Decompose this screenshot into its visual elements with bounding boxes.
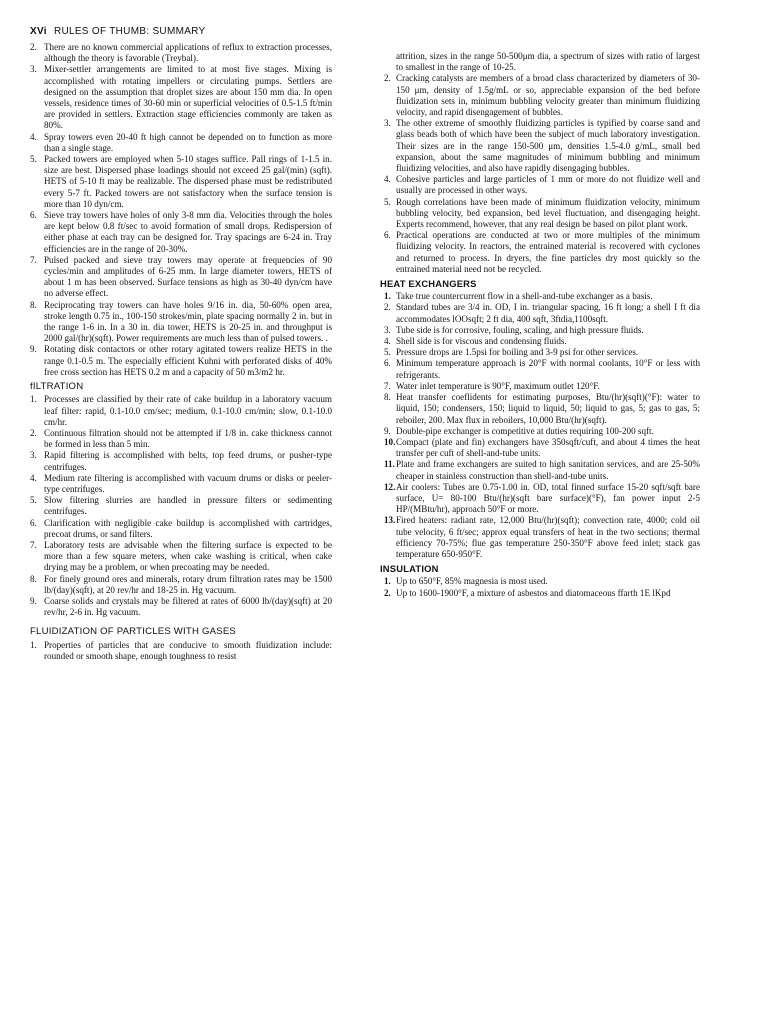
item-number: 7. <box>30 539 37 550</box>
fluidization-list-continued <box>380 73 700 275</box>
item-text: Pressure drops are 1.5psi for boiling and 3-9 psi for other services. <box>396 347 639 358</box>
list-item <box>380 347 700 358</box>
list-item <box>30 300 332 345</box>
item-number: 3. <box>384 324 391 335</box>
item-text: Reciprocating tray towers can have holes 9/16 in. dia, 50-60% open area, stroke length 0.75 in., 100-150 strokes/min, plate spacing normally 2 in. but in the range 1-6 in. In a 30 in. dia tower, HETS is 20-25 in. and throughput is 2000 gal/(hr)(sqft). Power requirements are much less than of pulsed towers. . <box>44 299 332 344</box>
heat-exchangers-list <box>380 291 700 560</box>
section-number: XVi <box>30 26 47 37</box>
list-item <box>30 210 332 255</box>
list-item <box>30 495 332 517</box>
item-number: 10. <box>384 436 396 447</box>
list-item <box>380 515 700 560</box>
item-number: 4. <box>384 174 391 185</box>
item-number: 2. <box>384 302 391 313</box>
left-column <box>30 42 332 662</box>
list-item <box>380 174 700 196</box>
item-number: 5. <box>30 154 37 165</box>
item-number: 5. <box>384 347 391 358</box>
item-number: 6. <box>30 517 37 528</box>
item-number: 9. <box>30 595 37 606</box>
item-number: 1. <box>30 639 37 650</box>
item-text: Continuous filtration should not be attempted if 1/8 in. cake thickness cannot be formed in less than 5 min. <box>44 427 332 450</box>
item-number: 2. <box>384 73 391 84</box>
item-text: Compact (plate and fin) exchangers have 350sqft/cuft, and about 4 times the heat transfer per cuft of shell-and-tube units. <box>396 436 700 459</box>
item-number: 7. <box>30 254 37 265</box>
item-number: 12. <box>384 481 396 492</box>
item-number: 1. <box>384 576 391 587</box>
item-text: Plate and frame exchangers are suited to high sanitation services, and are 25-50% cheaper in stainless construction than shell-and-tube units. <box>396 459 700 481</box>
item-number: 5. <box>30 495 37 506</box>
list-item <box>380 381 700 392</box>
item-number: 6. <box>384 230 391 241</box>
list-item <box>380 118 700 174</box>
item-text: Properties of particles that are conducive to smooth fluidization include: rounded or smooth shape, enough toughness to resist <box>44 639 332 661</box>
list-item <box>30 473 332 495</box>
list-item <box>30 540 332 574</box>
item-text: Clarification with negligible cake buildup is accomplished with cartridges, precoat drums, or sand filters. <box>44 517 332 539</box>
item-number: 6. <box>30 210 37 221</box>
list-item <box>30 428 332 450</box>
filtration-list <box>30 394 332 618</box>
item-number: 2. <box>384 587 391 598</box>
item-text: Cohesive particles and large particles of 1 mm or more do not fluidize well and usually are processed in other ways. <box>396 174 700 196</box>
item-number: 7. <box>384 380 391 391</box>
item-text: Minimum temperature approach is 20°F with normal coolants, 10°F or less with refrigerants. <box>396 358 700 380</box>
item-text: Heat transfer coeflidents for estimating purposes, Btu/(hr)(sqft)(°F): water to liquid, 150; condensers, 150; liquid to liquid, 50; liquid to gas, 5; gas to gas, 5; reboiler, 200. Max flux in reboilers, 10,000 Btu/(hr)(sqft). <box>396 392 700 425</box>
list-item <box>380 197 700 231</box>
item-number: 5. <box>384 196 391 207</box>
item-number: 9. <box>384 425 391 436</box>
list-item <box>30 450 332 472</box>
item-text: Rough correlations have been made of minimum fluidization velocity, minimum bubbling velocity, bed expansion, bed level fluctuation, and disengaging height. Experts recommend, however, that any real design be based on pilot plant work. <box>396 196 700 230</box>
list-item <box>380 459 700 481</box>
item-number: 3. <box>384 118 391 129</box>
item-text: Tube side is for corrosive, fouling, scaling, and high pressure fluids. <box>396 324 644 335</box>
list-item <box>380 358 700 380</box>
item-text: Standard tubes are 3/4 in. OD, I in. triangular spacing, 16 ft long; a shell I ft dia accommodates lOOsqft; 2 ft dia, 400 sqft, 3ftdia,1100sqft. <box>396 302 700 324</box>
list-item <box>30 132 332 154</box>
list-item <box>380 230 700 275</box>
item-number: 8. <box>30 299 37 310</box>
item-text: Rapid filtering is accomplished with belts, top feed drums, or pusher-type centrifuges. <box>44 450 332 472</box>
item-text: Slow filtering slurries are handled in pressure filters or sedimenting centrifuges. <box>44 495 332 517</box>
item-number: 9. <box>30 344 37 355</box>
list-item <box>380 588 700 599</box>
page-header <box>30 26 206 37</box>
item-text: Laboratory tests are advisable when the filtering surface is expected to be more than a few square meters, when cake washing is critical, when cake drying may be a problem, or when precoating may be needed. <box>44 539 332 573</box>
item-text: Air coolers: Tubes are 0.75-1.00 in. OD, total finned surface 15-20 sqft/sqft bare surface, U= 80-100 Btu/(hr)(sqft bare surface)(°F), fan power input 2-5 HP/(MBtu/hr), approach 50°F or more. <box>396 481 700 515</box>
item-text: Practical operations are conducted at two or more multiples of the minimum fluidizing velocity. In reactors, the entrained material is recovered with cyclones and returned to process. In dryers, the fine particles dry most quickly so the entrained material need not be recycled. <box>396 230 700 274</box>
item-number: 1. <box>384 291 391 302</box>
item-text: Pulsed packed and sieve tray towers may operate at frequencies of 90 cycles/min and amplitudes of 6-25 mm. In large diameter towers, HETS of about 1 m has been observed. Surface tensions as high as 30-40 dyn/cm have no adverse effect. <box>44 254 332 299</box>
item-text: Medium rate filtering is accomplished with vacuum drums or disks or peeler-type centrifuges. <box>44 472 332 494</box>
list-item <box>30 344 332 378</box>
list-item <box>30 64 332 131</box>
item-text: Up to 1600-1900°F, a mixture of asbestos and diatomaceous ffarth 1E lKpd <box>396 587 671 598</box>
list-item <box>30 42 332 64</box>
item-text: Take true countercurrent flow in a shell-and-tube exchanger as a basis. <box>396 291 653 302</box>
extraction-list <box>30 42 332 378</box>
list-item <box>30 394 332 428</box>
item-number: 13. <box>384 515 396 526</box>
item-number: 8. <box>384 392 391 403</box>
item-number: 3. <box>30 64 37 75</box>
item-text: Mixer-settler arrangements are limited to at most five stages. Mixing is accomplished with rotating impellers or circulating pumps. Settlers are designed on the assumption that droplet sizes are about 150 mm dia. In open vessels, residence times of 30-60 min or superficial velocities of 0.5-1.5 ft/min are provided in settlers. Extraction stage efficiencies commonly are taken as 80%. <box>44 64 332 131</box>
list-item <box>380 291 700 302</box>
list-item <box>380 336 700 347</box>
list-item <box>380 392 700 426</box>
item-number: 1. <box>30 394 37 405</box>
item-number: 8. <box>30 573 37 584</box>
item-number: 2. <box>30 42 37 52</box>
heat-exchangers-heading: HEAT EXCHANGERS <box>380 278 477 290</box>
item-number: 4. <box>30 131 37 142</box>
list-item <box>30 640 332 662</box>
list-item <box>380 482 700 516</box>
item-number: 2. <box>30 427 37 438</box>
item-text: Fired heaters: radiant rate, 12,000 Btu/(hr)(sqft); convection rate, 4000; cold oil tube velocity, 6 ft/sec; approx equal transfers of heat in the two sections; thermal efficiency 70-75%; flue gas temperature 250-350°F above feed inlet; stack gas temperature 650-950°F. <box>396 515 700 559</box>
fluidization-continuation: attrition, sizes in the range 50-500μm dia, a spectrum of sizes with ratio of largest to smallest in the range of 10-25. <box>396 51 700 73</box>
right-column <box>380 51 700 599</box>
item-text: Sieve tray towers have holes of only 3-8 mm dia. Velocities through the holes are kept below 0.8 ft/sec to avoid formation of small drops. Redispersion of either phase at each tray can be designed for. Tray spacings are 6-24 in. Tray efficiencies are in the range of 20-30%. <box>44 210 332 254</box>
item-text: Up to 650°F, 85% magnesia is most used. <box>396 576 548 587</box>
list-item <box>30 596 332 618</box>
item-text: Coarse solids and crystals may be filtered at rates of 6000 lb/(day)(sqft) at 20 rev/hr, 2-6 in. Hg vacuum. <box>44 595 332 618</box>
item-text: The other extreme of smoothly fluidizing particles is typified by coarse sand and glass beads both of which have been the subject of much laboratory investigation. Their sizes are in the range 150-500 μm, densities 1.5-4.0 g/mL, small bed expansion, about the same magnitudes of minimum bubbling and minimum fluidizing velocities, and also have rapidly disengaging bubbles. <box>396 118 700 174</box>
item-text: Rotating disk contactors or other rotary agitated towers realize HETS in the range 0.1-0.5 m. The especially efficient Kuhni with perforated disks of 40% free cross section has HETS 0.2 m and a capacity of 50 m3/m2 hr. <box>44 344 332 377</box>
page-title: RULES OF THUMB: SUMMARY <box>53 26 206 37</box>
item-number: 3. <box>30 450 37 461</box>
list-item <box>380 302 700 324</box>
list-item <box>380 426 700 437</box>
insulation-list <box>380 576 700 598</box>
item-number: 4. <box>30 472 37 483</box>
list-item <box>380 73 700 118</box>
list-item <box>30 255 332 300</box>
list-item <box>380 325 700 336</box>
item-text: Packed towers are employed when 5-10 stages suffice. Pall rings of 1-1.5 in. size are best. Dispersed phase loadings should not exceed 25 gal/(min) (sqft). HETS of 5-10 ft may be realizable. The dispersed phase must be redistributed every 5-7 ft. Packed towers are not satisfactory when the surface tension is more than 10 dyn/cm. <box>44 154 332 209</box>
item-text: For finely ground ores and minerals, rotary drum filtration rates may be 1500 lb/(day)(sqft), at 20 rev/hr and 18-25 in. Hg vacuum. <box>44 573 332 595</box>
item-number: 6. <box>384 358 391 369</box>
list-item <box>380 437 700 459</box>
fluidization-list <box>30 640 332 662</box>
list-item <box>30 518 332 540</box>
list-item <box>30 154 332 210</box>
insulation-heading: INSULATION <box>380 563 439 575</box>
fluidization-heading: FLUIDIZATION OF PARTICLES WITH GASES <box>30 626 237 638</box>
item-number: 4. <box>384 336 391 347</box>
item-text: Shell side is for viscous and condensing fluids. <box>396 336 567 347</box>
list-item <box>380 576 700 587</box>
item-text: Processes are classified by their rate of cake buildup in a laboratory vacuum leaf filter: rapid, 0.1-10.0 cm/sec; medium, 0.1-10.0 cm/min; slow, 0.1-10.0 cm/hr. <box>44 394 332 427</box>
item-text: Cracking catalysts are members of a broad class characterized by diameters of 30-150 μm, density of 1.5g/mL or so, appreciable expansion of the bed before fluidization sets in, minimum bubbling velocity greater than minimum fluidizing velocity, and rapid disengagement of bubbles. <box>396 73 700 118</box>
item-text: Water inlet temperature is 90°F, maximum outlet 120°F. <box>396 380 600 391</box>
list-item <box>30 574 332 596</box>
item-text: There are no known commercial applications of reflux to extraction processes, although the theory is favorable (Treybal). <box>44 42 332 64</box>
filtration-heading: fILTRATION <box>30 381 84 393</box>
item-number: 11. <box>384 459 395 470</box>
item-text: Spray towers even 20-40 ft high cannot be depended on to function as more than a single stage. <box>44 131 332 153</box>
item-text: Double-pipe exchanger is competitive at duties requiring 100-200 sqft. <box>396 425 654 436</box>
